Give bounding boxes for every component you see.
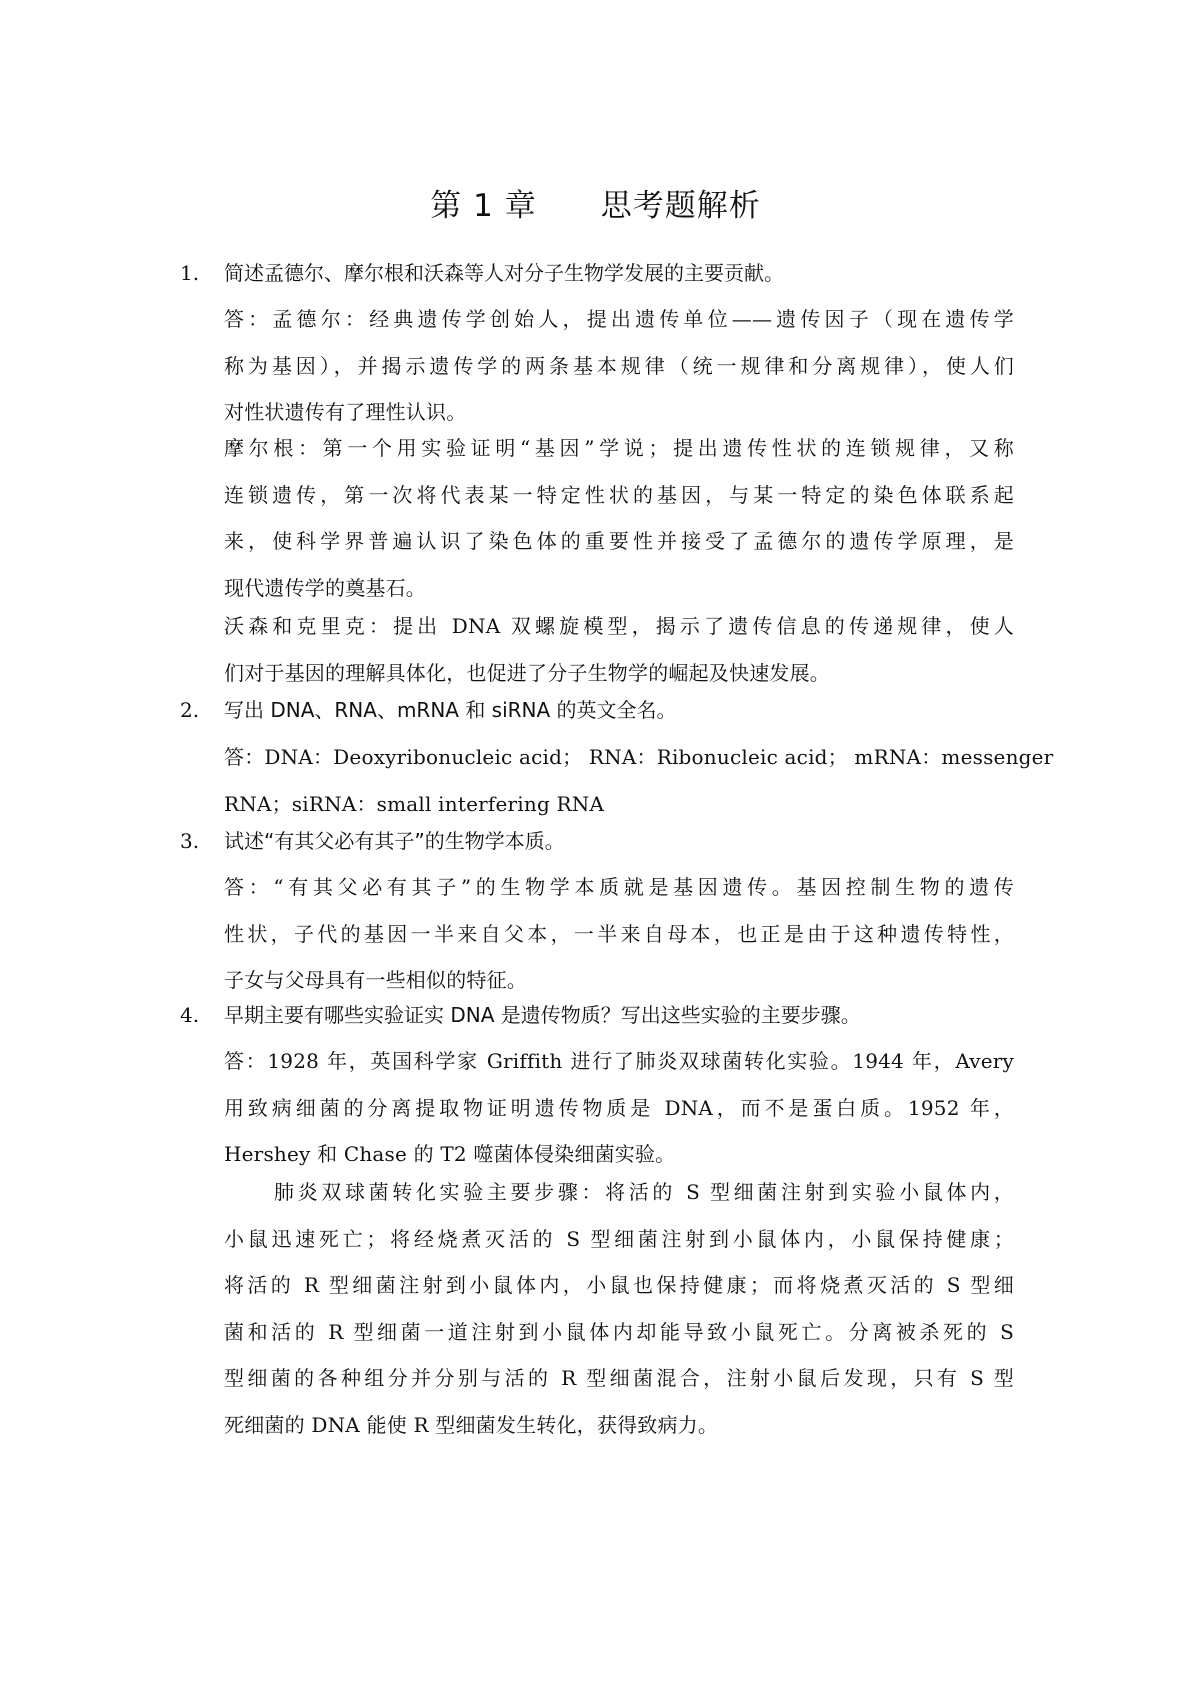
answer-line: 答：孟德尔：经典遗传学创始人，提出遗传单位——遗传因子（现在遗传学: [224, 307, 1014, 331]
answer-line: 对性状遗传有了理性认识。: [224, 400, 467, 424]
answer-line: 型细菌的各种组分并分别与活的 R 型细菌混合，注射小鼠后发现，只有 S 型: [224, 1366, 1014, 1390]
answer-paragraph: [224, 1169, 1014, 1448]
answer-paragraph: [224, 296, 1014, 436]
answer-line: Hershey 和 Chase 的 T2 噬菌体侵染细菌实验。: [224, 1142, 676, 1166]
question-text: 写出 DNA、RNA、mRNA 和 siRNA 的英文全名。: [224, 698, 677, 722]
answer-line: 来，使科学界普遍认识了染色体的重要性并接受了孟德尔的遗传学原理，是: [224, 529, 1014, 553]
question-number: 3.: [180, 829, 200, 853]
answer-line: RNA；siRNA：small interfering RNA: [224, 791, 605, 816]
answer-line: 子女与父母具有一些相似的特征。: [224, 968, 527, 992]
answer-line: 称为基因），并揭示遗传学的两条基本规律（统一规律和分离规律），使人们: [224, 353, 1014, 378]
answer-line: 肺炎双球菌转化实验主要步骤：将活的 S 型细菌注射到实验小鼠体内，: [274, 1180, 1014, 1204]
question-text: 试述“有其父必有其子”的生物学本质。: [224, 829, 565, 853]
answer-line: 答：DNA：Deoxyribonucleic acid； RNA：Ribonucleic acid； mRNA：messenger: [224, 745, 1054, 769]
question-text: 简述孟德尔、摩尔根和沃森等人对分子生物学发展的主要贡献。: [224, 261, 784, 285]
answer-line: 将活的 R 型细菌注射到小鼠体内，小鼠也保持健康；而将烧煮灭活的 S 型细: [224, 1273, 1014, 1297]
answer-line: 摩尔根：第一个用实验证明“基因”学说；提出遗传性状的连锁规律，又称: [224, 436, 1014, 460]
answer-line: 性状，子代的基因一半来自父本，一半来自母本，也正是由于这种遗传特性，: [224, 921, 1014, 946]
question-text: 早期主要有哪些实验证实 DNA 是遗传物质？写出这些实验的主要步骤。: [224, 1003, 861, 1027]
answer-line: 小鼠迅速死亡；将经烧煮灭活的 S 型细菌注射到小鼠体内，小鼠保持健康；: [224, 1226, 1014, 1251]
chapter-title: 第 1 章 思考题解析: [430, 188, 761, 224]
question-number: 1.: [180, 261, 200, 285]
answer-line: 连锁遗传，第一次将代表某一特定性状的基因，与某一特定的染色体联系起: [224, 482, 1014, 507]
answer-line: 答：“有其父必有其子”的生物学本质就是基因遗传。基因控制生物的遗传: [224, 875, 1014, 899]
answer-paragraph: [224, 734, 1054, 827]
answer-line: 沃森和克里克：提出 DNA 双螺旋模型，揭示了遗传信息的传递规律，使人: [224, 614, 1014, 638]
question-number: 4.: [180, 1003, 200, 1027]
answer-line: 菌和活的 R 型细菌一道注射到小鼠体内却能导致小鼠死亡。分离被杀死的 S: [224, 1319, 1014, 1344]
answer-line: 们对于基因的理解具体化，也促进了分子生物学的崛起及快速发展。: [224, 660, 830, 685]
answer-line: 现代遗传学的奠基石。: [224, 575, 426, 600]
question-number: 2.: [180, 698, 200, 722]
answer-line: 用致病细菌的分离提取物证明遗传物质是 DNA，而不是蛋白质。1952 年，: [224, 1095, 1014, 1120]
answer-line: 答：1928 年，英国科学家 Griffith 进行了肺炎双球菌转化实验。1944 年，Avery: [224, 1049, 1014, 1073]
answer-paragraph: [224, 603, 1014, 696]
answer-line: 死细菌的 DNA 能使 R 型细菌发生转化，获得致病力。: [224, 1412, 719, 1437]
answer-paragraph: [224, 425, 1014, 611]
answer-paragraph: [224, 1038, 1014, 1178]
answer-paragraph: [224, 864, 1014, 1004]
